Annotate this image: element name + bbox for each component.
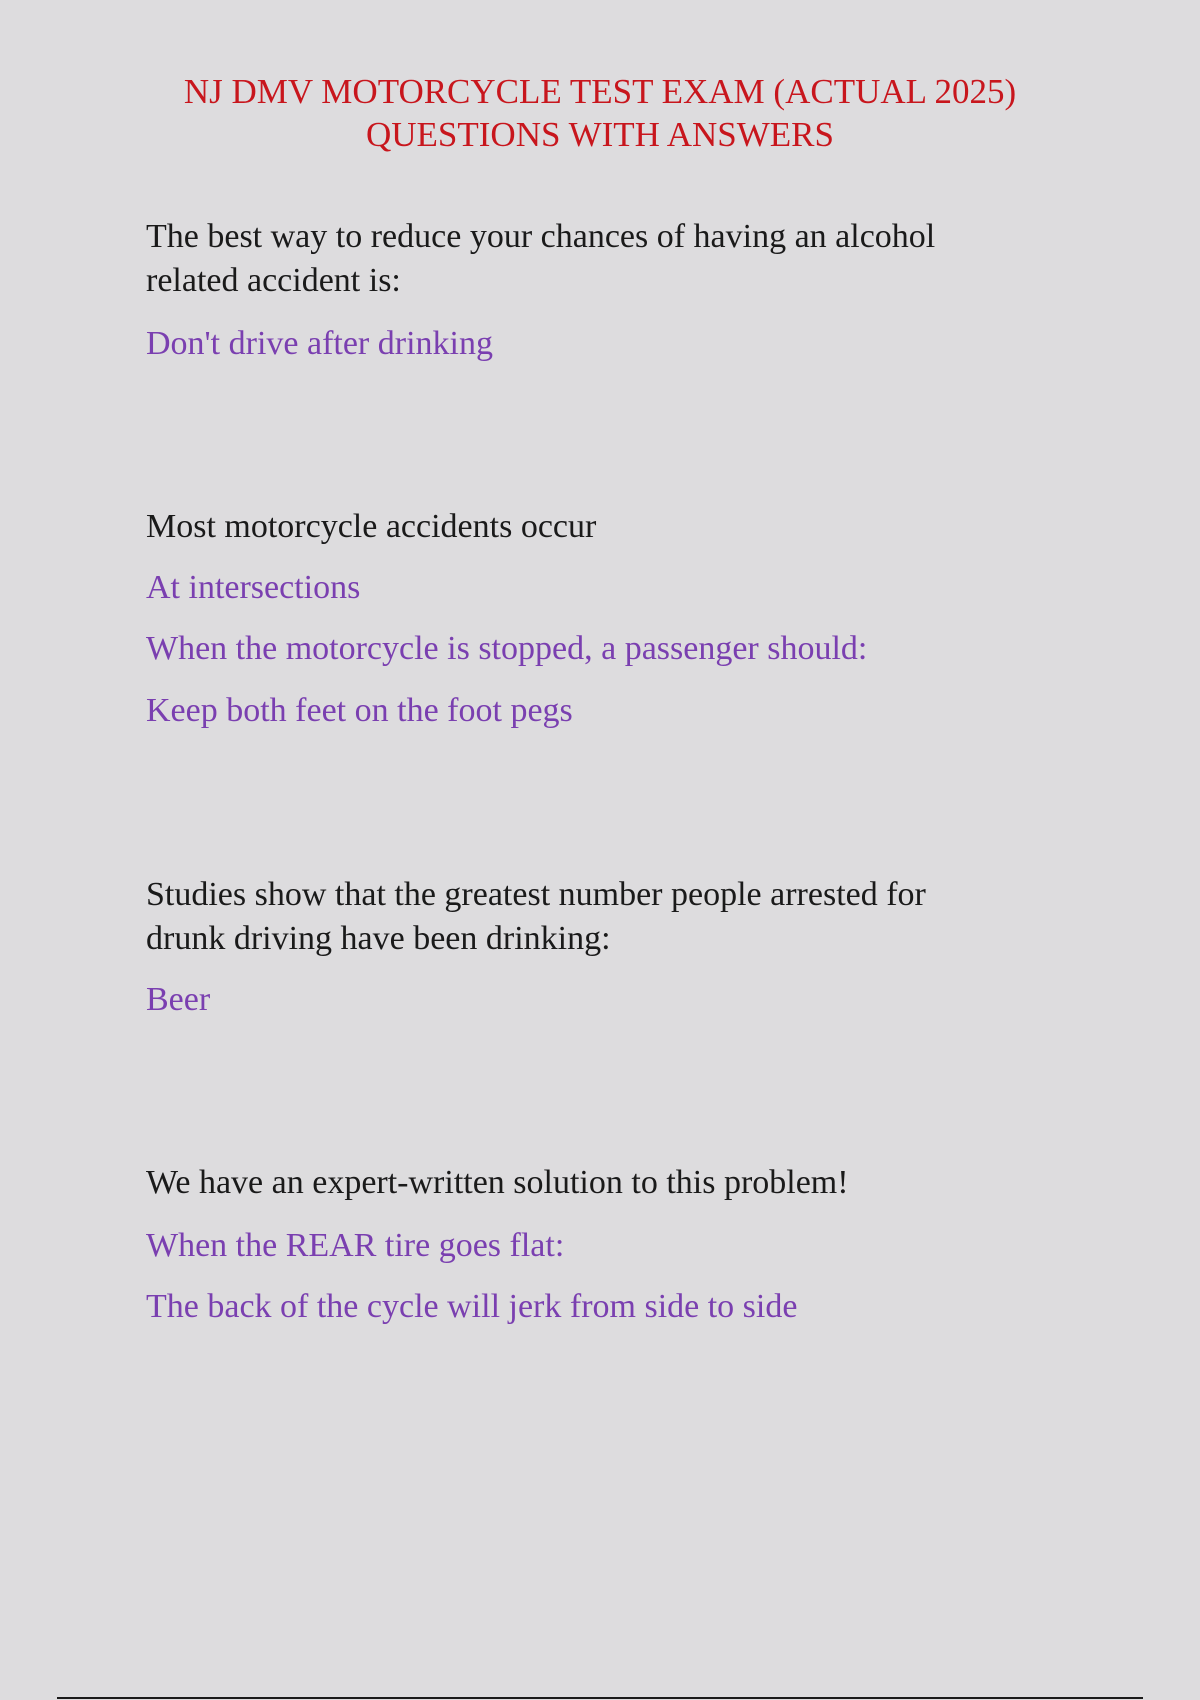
question-text: drunk driving have been drinking:	[146, 920, 611, 957]
title-line-1: NJ DMV MOTORCYCLE TEST EXAM (ACTUAL 2025)	[183, 72, 1017, 111]
question-text: related accident is:	[146, 262, 401, 299]
bottom-divider	[57, 1697, 1143, 1699]
question-text: We have an expert-written solution to this problem!	[146, 1164, 849, 1201]
title-line-2: QUESTIONS WITH ANSWERS	[366, 115, 834, 154]
answer-text: Keep both feet on the foot pegs	[146, 692, 573, 729]
document-title	[0, 70, 1200, 156]
question-text: Most motorcycle accidents occur	[146, 508, 597, 545]
answer-text: When the motorcycle is stopped, a passenger should:	[146, 630, 868, 667]
answer-text: The back of the cycle will jerk from side to side	[146, 1288, 798, 1325]
answer-text: When the REAR tire goes flat:	[146, 1227, 565, 1264]
answer-text: At intersections	[146, 569, 361, 606]
answer-text: Don't drive after drinking	[146, 325, 493, 362]
answer-text: Beer	[146, 981, 211, 1018]
question-text: Studies show that the greatest number people arrested for	[146, 876, 926, 913]
question-text: The best way to reduce your chances of having an alcohol	[146, 218, 936, 255]
